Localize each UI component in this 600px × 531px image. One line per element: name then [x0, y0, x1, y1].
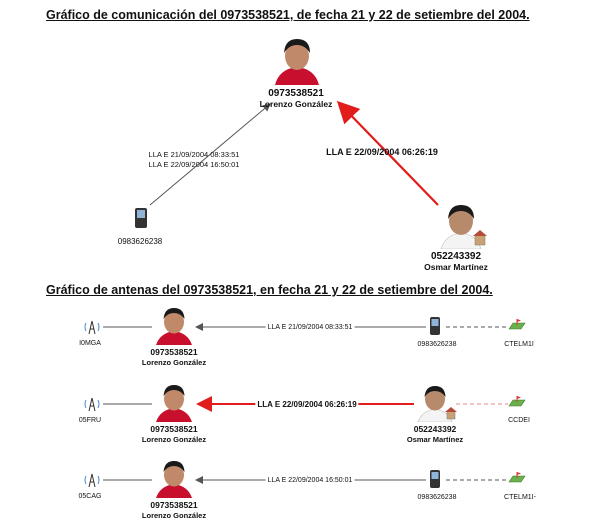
person-photo-icon	[415, 380, 457, 422]
row-right-person-name: Osmar Martínez	[406, 435, 464, 444]
row-right-person-number: 052243392	[413, 424, 457, 434]
right-edge-label: LLA E 22/09/2004 06:26:19	[326, 147, 438, 157]
antenna-tower-icon	[82, 319, 102, 335]
antenna-left-label: 05FRU	[78, 417, 102, 424]
land-site-icon	[508, 471, 526, 485]
antennas-graph-title: Gráfico de antenas del 0973538521, en fecha 21 y 22 de setiembre del 2004.	[46, 283, 493, 297]
communication-graph-title: Gráfico de comunicación del 0973538521, de fecha 21 y 22 de setiembre del 2004.	[46, 8, 530, 22]
cellphone-icon	[134, 207, 148, 229]
person-photo-icon	[271, 33, 323, 85]
person-photo-icon	[153, 380, 195, 422]
row-person-number: 0973538521	[150, 424, 198, 434]
row-person-name: Lorenzo González	[141, 435, 207, 444]
person-photo-icon	[437, 197, 487, 249]
antenna-left-label: 05CAG	[78, 493, 102, 500]
row-person-name: Lorenzo González	[141, 511, 207, 520]
right-person-name: Osmar Martínez	[424, 262, 488, 272]
row-call-label-highlight: LLA E 22/09/2004 06:26:19	[257, 400, 357, 409]
row-right-number: 0983626238	[417, 341, 457, 348]
center-number: 0973538521	[268, 88, 324, 99]
antenna-right-label: CTELM1I-	[504, 494, 536, 501]
cellphone-icon	[429, 469, 441, 489]
land-site-icon	[508, 318, 526, 332]
row-call-label: LLA E 21/09/2004 08:33:51	[267, 324, 353, 331]
antenna-tower-icon	[82, 396, 102, 412]
antenna-left-label: I0MGA	[79, 340, 101, 347]
person-photo-icon	[153, 456, 195, 498]
land-site-icon	[508, 395, 526, 409]
person-photo-icon	[153, 303, 195, 345]
antenna-right-label: CTELM1I	[504, 341, 534, 348]
cellphone-icon	[429, 316, 441, 336]
row-person-name: Lorenzo González	[141, 358, 207, 367]
left-phone-number: 0983626238	[117, 237, 163, 246]
antenna-right-label: CCDEI	[508, 417, 530, 424]
row-right-number: 0983626238	[417, 494, 457, 501]
right-person-number: 052243392	[430, 251, 482, 262]
left-edge-label-1: LLA E 21/09/2004 08:33:51	[148, 150, 240, 159]
left-edge-label-2: LLA E 22/09/2004 16:50:01	[148, 160, 240, 169]
antenna-tower-icon	[82, 472, 102, 488]
row-person-number: 0973538521	[150, 347, 198, 357]
row-call-label: LLA E 22/09/2004 16:50:01	[267, 477, 353, 484]
row-person-number: 0973538521	[150, 500, 198, 510]
center-name: Lorenzo González	[259, 99, 333, 109]
